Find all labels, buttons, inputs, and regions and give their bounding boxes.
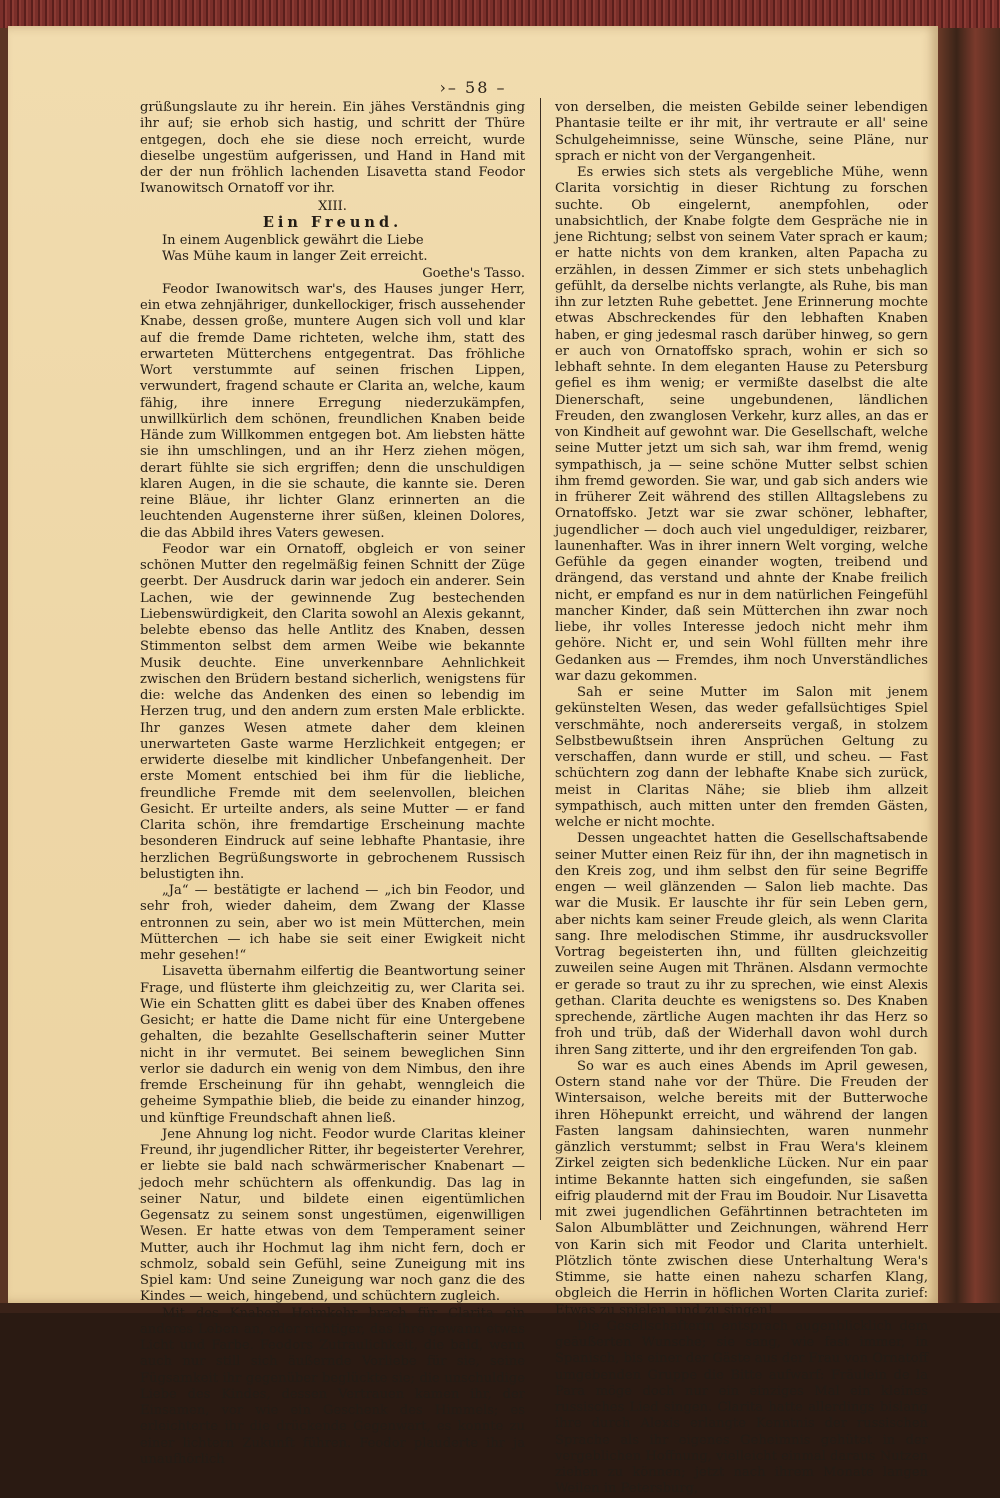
motto-line: In einem Augenblick gewährt die Liebe — [140, 233, 525, 249]
paragraph: Feodor Iwanowitsch war's, des Hauses junger Herr, ein etwa zehnjähriger, dunkellockiger, frisch aussehender Knabe, dessen große, muntere Augen sich voll und klar auf die fremde Dame richteten, welche ihm, statt des erwarteten Mütterchens entgegentrat. Das fröhliche Wort verstummte auf seinen frischen Lippen, verwundert, fragend schaute er Clarita an, welche, kaum fähig, ihre innere Erregung niederzukämpfen, unwillkürlich dem schönen, freundlichen Knaben beide Hände zum Willkommen entgegen bot. Am liebsten hätte sie ihn umschlingen, und an ihr Herz ziehen mögen, derart fühlte sie sich ergriffen; denn die unschuldigen klaren Augen, in die sie schaute, die kannte sie. Deren reine Bläue, ihr lichter Glanz erinnerten an die leuchtenden Augensterne ihrer süßen, kleinen Dolores, die das Abbild ihres Vaters gewesen. — [140, 282, 525, 542]
paragraph: Feodor war ein Ornatoff, obgleich er von seiner schönen Mutter den regelmäßig feinen Schnitt der Züge geerbt. Der Ausdruck darin war jedoch ein anderer. Sein Lachen, wie der gewinnende Zug bestechenden Liebenswürdigkeit, den Clarita sowohl an Alexis gekannt, belebte ebenso das helle Antlitz des Knaben, dessen Stimmenton selbst dem armen Weibe wie bekannte Musik deuchte. Eine unverkennbare Aehnlichkeit zwischen den Brüdern bestand sicherlich, wenigstens für die: welche das Andenken des einen so lebendig im Herzen trug, und den andern zum ersten Male erblickte. Ihr ganzes Wesen atmete daher dem kleinen unerwarteten Gaste warme Herzlichkeit entgegen; er erwiderte dieselbe mit kindlicher Unbefangenheit. Der erste Moment entschied bei ihm für die liebliche, freundliche Fremde mit dem seelenvollen, bleichen Gesicht. Er urteilte anders, als seine Mutter — er fand Clarita schön, ihre fremdartige Erscheinung machte besonderen Eindruck auf seine lebhafte Phantasie, ihre herzlichen Begrüßungsworte in gebrochenem Russisch belustigten ihn. — [140, 542, 525, 883]
page-number: ›– 58 – — [8, 78, 938, 97]
right-column — [555, 100, 928, 1498]
left-column — [140, 100, 525, 1468]
motto-line: Was Mühe kaum in langer Zeit erreicht. — [140, 249, 525, 265]
paragraph: Sah er seine Mutter im Salon mit jenem gekünstelten Wesen, das weder gefallsüchtiges Spiel verschmähte, noch andererseits vergaß, in stolzem Selbstbewußtsein ihren Ansprüchen Geltung zu verschaffen, dann wurde er still, und scheu. — Fast schüchtern zog dann der lebhafte Knabe sich zurück, meist in Claritas Nähe; sie blieb ihm allzeit sympathisch, auch mitten unter den fremden Gästen, welche er nicht mochte. — [555, 685, 928, 831]
motto-source: Goethe's Tasso. — [140, 266, 525, 282]
paragraph: So war es auch eines Abends im April gewesen, Ostern stand nahe vor der Thüre. Die Freuden der Wintersaison, welche bereits mit der Butterwoche ihren Höhepunkt erreicht, und während der langen Fasten langsam dahinsiechten, waren nunmehr gänzlich verstummt; selbst in Frau Wera's kleinem Zirkel zeigten sich bedenkliche Lücken. Nur ein paar intime Bekannte hatten sich eingefunden, sie saßen eifrig plaudernd mit der Frau im Boudoir. Nur Lisavetta mit zwei jugendlichen Gefährtinnen betrachteten im Salon Albumblätter und Zeichnungen, während Herr von Karin sich mit Feodor und Clarita unterhielt. Plötzlich tönte zwischen diese Unterhaltung Wera's Stimme, sie hatte einen nahezu scharfen Klang, obgleich die Herrin in höflichen Worten Clarita zurief: Etwas zu spielen, und zu singen! — [555, 1059, 928, 1319]
paragraph: Lisavetta übernahm eilfertig die Beantwortung seiner Frage, und flüsterte ihm gleichzeitig zu, wer Clarita sei. Wie ein Schatten glitt es dabei über des Knaben offenes Gesicht; er hatte die Dame nicht für eine Untergebene gehalten, die bezahlte Gesellschafterin seiner Mutter nicht in ihr vermutet. Bei seinem beweglichen Sinn verlor sie dadurch ein wenig von dem Nimbus, den ihre fremde Erscheinung für ihn gehabt, wenngleich die geheime Sympathie blieb, die beide zu einander hinzog, und künftige Freundschaft ahnen ließ. — [140, 964, 525, 1127]
paragraph: Dessen ungeachtet hatten die Gesellschaftsabende seiner Mutter einen Reiz für ihn, der ihn magnetisch in den Kreis zog, und ihm selbst den für seine Begriffe engen — weil glänzenden — Salon lieb machte. Das war die Musik. Er lauschte ihr für sein Leben gern, aber nichts kam seiner Freude gleich, als wenn Clarita sang. Ihre melodischen Stimme, ihr ausdrucksvoller Vortrag begeisterten ihn, und füllten gleichzeitig zuweilen seine Augen mit Thränen. Alsdann vermochte er gerade so traut zu ihr zu sprechen, wie einst Alexis gethan. Clarita deuchte es wenigstens so. Des Knaben sprechende, zärtliche Augen machten ihr das Herz so froh und trüb, daß der Widerhall davon wohl durch ihren Sang zitterte, und ihr den ergreifenden Ton gab. — [555, 831, 928, 1059]
paragraph: Es erwies sich stets als vergebliche Mühe, wenn Clarita vorsichtig in dieser Richtung zu forschen suchte. Ob eingelernt, anempfohlen, oder unabsichtlich, der Knabe folgte dem Gespräche nie in jene Richtung; selbst von seinem Vater sprach er kaum; er hatte nichts von dem kranken, alten Papacha zu erzählen, in dessen Zimmer er sich stets unbehaglich gefühlt, da derselbe nichts verlangte, als Ruhe, bis man ihn zur letzten Ruhe gebettet. Jene Erinnerung mochte etwas Abschreckendes für den lebhaften Knaben haben, er ging jedesmal rasch darüber hinweg, so gern er auch von Ornatoffsko sprach, wohin er sich so lebhaft sehnte. In dem eleganten Hause zu Petersburg gefiel es ihm wenig; er vermißte daselbst die alte Dienerschaft, seine ungebundenen, ländlichen Freuden, den zwanglosen Verkehr, kurz alles, an das er von Kindheit auf gewohnt war. Die Gesellschaft, welche seine Mutter jetzt um sich sah, war ihm fremd, wenig sympathisch, ja — seine schöne Mutter selbst schien ihm fremd geworden. Sie war, und gab sich anders wie in früherer Zeit während des stillen Alltagslebens zu Ornatoffsko. Jetzt war sie zwar schöner, lebhafter, jugendlicher — doch auch viel ungeduldiger, reizbarer, launenhafter. Was in ihrer innern Welt vorging, welche Gefühle da gegen einander wogten, treibend und drängend, das verstand und ahnte der Knabe freilich nicht, er empfand es nur in dem natürlichen Feingefühl mancher Kinder, daß sein Mütterchen ihn zwar noch liebe, ihr volles Interesse jedoch nicht mehr ihm gehöre. Nicht er, und sein Wohl füllten mehr ihre Gedanken aus — Fremdes, ihm noch Unverständliches war dazu gekommen. — [555, 165, 928, 685]
paragraph: Die Gesellschafterin entsprach augenblicklich dem geäußerten Wunsche; sie sang, wie fast immer, in Spanisch, bis einer der Gäste aus der Frau von Ornatoff umgebenden Gruppe die Bitte aufwarf: Fräulein de la Para möge doch nur ein einziges Mal ein kleines russisches Lied singen. Clarita hatte allerdings bislang ihre durch Alexis erlangte Kenntnis der russischen Sprache als ihr eigenes Geheimnis gehütet in der vergeblichen Hoffnung, vielleicht einmal daraus Nutzen ziehen zu können; jetzt nach ihrem Monate langen Weilen in Petersburg, — [555, 1319, 928, 1498]
column-divider — [540, 98, 541, 1220]
book-right-edge — [938, 0, 1000, 1313]
chapter-title: Ein Freund. — [140, 215, 525, 231]
paragraph: Mit des Knaben Heimkehr brach für Clarita ein anderes Leben an, oder richtiger, das ihre gewann etwas Licht und Farbe. Feodors Zutraulichkeit, die bald, wenn auch nur still sich äußernde Vorliebe für sie, seine Fügsamkeit ihr gegenüber beglückte sie; die unschuldige Liebe des Kindes, dessen Vertrauen kamen ihr, der Einsamen, vor wie ein Geschenk des Himmels; es erleichterte ihr die drückende Gegenwart, es konnte zu einer lichtern Zukunft führen. Feodor plauderte ihr ja unaufhörlich — [140, 1306, 525, 1469]
book-top-binding — [0, 0, 1000, 28]
paragraph: grüßungslaute zu ihr herein. Ein jähes Verständnis ging ihr auf; sie erhob sich hastig, und schritt der Thüre entgegen, doch ehe sie diese noch erreicht, wurde dieselbe ungestüm aufgerissen, und Hand in Hand mit der der nun fröhlich lachenden Lisavetta stand Feodor Iwanowitsch Ornatoff vor ihr. — [140, 100, 525, 198]
paragraph: „Ja“ — bestätigte er lachend — „ich bin Feodor, und sehr froh, wieder daheim, dem Zwang der Klasse entronnen zu sein, aber wo ist mein Mütterchen, mein Mütterchen — ich habe sie seit einer Ewigkeit nicht mehr gesehen!“ — [140, 883, 525, 964]
book-left-edge — [0, 0, 8, 1313]
paragraph: von derselben, die meisten Gebilde seiner lebendigen Phantasie teilte er ihr mit, ihr vertraute er all' seine Schulgeheimnisse, seine Wünsche, seine Pläne, nur sprach er nicht von der Vergangenheit. — [555, 100, 928, 165]
chapter-number: XIII. — [140, 199, 525, 215]
paragraph: Jene Ahnung log nicht. Feodor wurde Claritas kleiner Freund, ihr jugendlicher Ritter, ihr begeisterter Verehrer, er liebte sie bald nach schwärmerischer Knabenart — jedoch mehr schüchtern als offenkundig. Das lag in seiner Natur, und bildete einen eigentümlichen Gegensatz zu seinem sonst ungestümen, eigenwilligen Wesen. Er hatte etwas von dem Temperament seiner Mutter, auch ihr Hochmut lag ihm nicht fern, doch er schmolz, sobald sein Gefühl, seine Zuneigung mit ins Spiel kam: Und seine Zuneigung war noch ganz die des Kindes — weich, hingebend, und schüchtern zugleich. — [140, 1127, 525, 1306]
